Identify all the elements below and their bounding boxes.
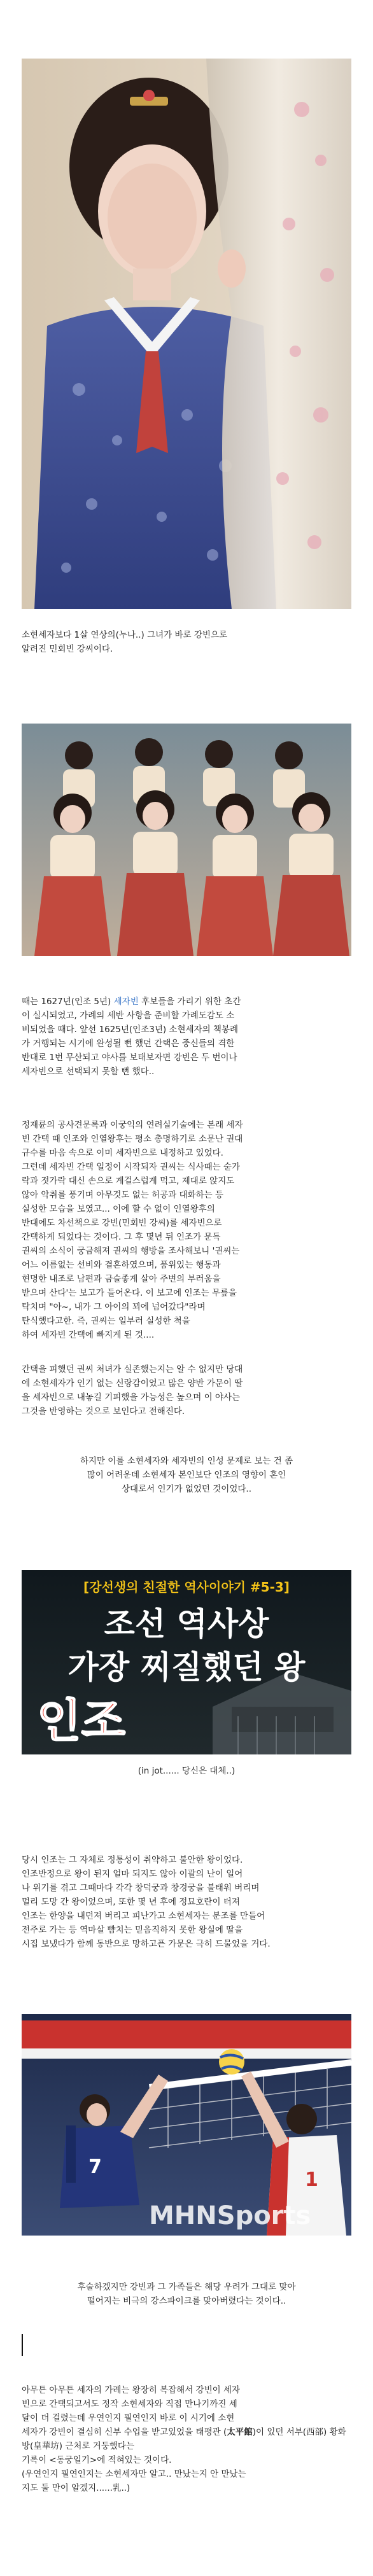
paragraph-6: (in jot...... 당신은 대체..): [137, 1766, 236, 1776]
paragraph-9-text-b: )이 있던 서부(西部) 황화방(皇華坊) 근처로 거둥했다는 기록이 <동궁일기>에 적혀있는 것이다. (우연인지 필연인지는 소현세자만 알고.. 만났는지 안 만났는 지도 둘 만이 알겠지......乳..): [22, 2427, 346, 2493]
seja-bin-link[interactable]: 세자빈: [113, 997, 139, 1007]
paragraph-9: [22, 2383, 351, 2495]
court-ladies-image: [22, 724, 351, 956]
text-cursor: [22, 2334, 23, 2356]
volleyball-svg: [22, 2014, 351, 2236]
jersey-number-white: 1: [305, 2169, 318, 2191]
jersey-number-blue: 7: [88, 2156, 102, 2178]
paragraph-5: 하지만 이를 소현세자와 세자빈의 인성 문제로 보는 건 좀 많이 어려운데 소현세자 본인보단 인조의 영향이 혼인 상대로서 인기가 없었던 것이었다..: [80, 1456, 293, 1494]
court-ladies-svg: [22, 724, 351, 956]
paragraph-9-bold: 太平館: [227, 2427, 253, 2437]
paragraph-2: [22, 995, 351, 1079]
mhn-sports-logo: MHNSports: [149, 2201, 311, 2230]
paragraph-8: 후술하겠지만 강빈과 그 가족들은 해당 우려가 그대로 맞아 떨어지는 비극의 강스파이크를 맞아버렸다는 것이다..: [77, 2282, 296, 2306]
paragraph-2-text-b: 후보들을 가리기 위한 초간 이 실시되었고, 가례의 세반 사항을 준비할 가례도감도 소 비되었을 때다. 앞선 1625년(인조3년) 소현세자의 책봉례 가 거행되는 시기에 완성될 뻔 했던 간택은 중신들의 격한 반대로 1번 무산되고 야사를 보태보자면 강빈은 두 번이나 세자빈으로 선택되지 못할 뻔 했다..: [22, 997, 241, 1077]
banner-header-text: [강선생의 친절한 역사이야기 #5-3]: [83, 1579, 290, 1595]
volleyball-image: [22, 2014, 351, 2236]
hanbok-portrait-image: [22, 59, 351, 609]
paragraph-2-text-a: 때는 1627년(인조 5년): [22, 997, 114, 1007]
paragraph-3: 정재륜의 공사견문록과 이궁익의 연려실기술에는 본래 세자 빈 간택 때 인조와 인열왕후는 평소 총명하기로 소문난 권대 규수를 마음 속으로 이미 세자빈으로 내정하고 있었다. 그런데 세자빈 간택 일정이 시작되자 권씨는 식사때는 숟가 락과 젓가락 대신 손으로 게걸스럽게 먹고, 제대로 앉지도 않아 악취를 풍기며 아무것도 없는 허공과 대화하는 등 실성한 모습을 보였고... 이에 할 수 없이 인열왕후의 반대에도 차선책으로 강빈(민회빈 강씨)를 세자빈으로 간택하게 되었다는 것이다. 그 후 몇년 뒤 인조가 문득 권씨의 소식이 궁금해져 권씨의 행방을 조사해보니 '권씨는 어느 이름없는 선비와 결혼하였으며, 품위있는 행동과 현명한 내조로 남편과 금슬좋게 살아 주변의 부러움을 받으며 산다'는 보고가 들어온다. 이 보고에 인조는 무릎을 탁치며 "아~, 내가 그 아이의 꾀에 넘어갔다"라며 탄식했다고한. 즉, 권씨는 일부러 실성한 척을 하여 세자빈 간택에 빠지게 된 것....: [22, 1120, 243, 1340]
paragraph-9-text-a: 아무튼 아무튼 세자의 가례는 왕장히 복잡해서 강빈이 세자 빈으로 간택되고서도 정작 소현세자와 직접 만나기까진 세 달이 더 걸렸는데 우연인지 필연인지 바로 이 시기에 소현 세자가 강빈이 결심히 신부 수업을 받고있었을 태평관 (: [22, 2385, 241, 2437]
inzo-banner-svg: [22, 1570, 351, 1754]
paragraph-7: 당시 인조는 그 자체로 정통성이 취약하고 불안한 왕이었다. 인조반정으로 왕이 된지 얼마 되지도 않아 이괄의 난이 일어 나 위기를 겪고 그때마다 각각 창덕궁과 창경궁을 불태워 버리며 멀리 도망 간 왕이었으며, 또한 몇 년 후에 정묘호란이 터져 인조는 한양을 내던져 버리고 피난가고 소현세자는 분조를 만들어 전주로 가는 등 역마살 뺨치는 믿음직하지 못한 왕실에 딸을 시집 보냈다가 함께 동반으로 망하고픈 가문은 극히 드물었을 거다.: [22, 1855, 271, 1949]
banner-line-1: 조선 역사상: [104, 1606, 269, 1642]
paragraph-4: 간택을 피했던 권씨 처녀가 실존했는지는 알 수 없지만 당대 에 소현세자가 인기 없는 신랑감이었고 많은 양반 가문이 딸 을 세자빈으로 내놓길 기피했을 가능성은 높으며 이 야사는 그것을 반영하는 것으로 보인다고 전해진다.: [22, 1364, 243, 1417]
hanbok-portrait-svg: [22, 59, 351, 609]
banner-line-2: 가장 찌질했던 왕: [67, 1649, 306, 1686]
inzo-banner-image: [22, 1570, 351, 1754]
paragraph-1: 소현세자보다 1살 연상의(누나..) 그녀가 바로 강빈으로 알려진 민회빈 강씨이다.: [22, 630, 228, 654]
banner-line-3: 인조: [37, 1694, 126, 1747]
